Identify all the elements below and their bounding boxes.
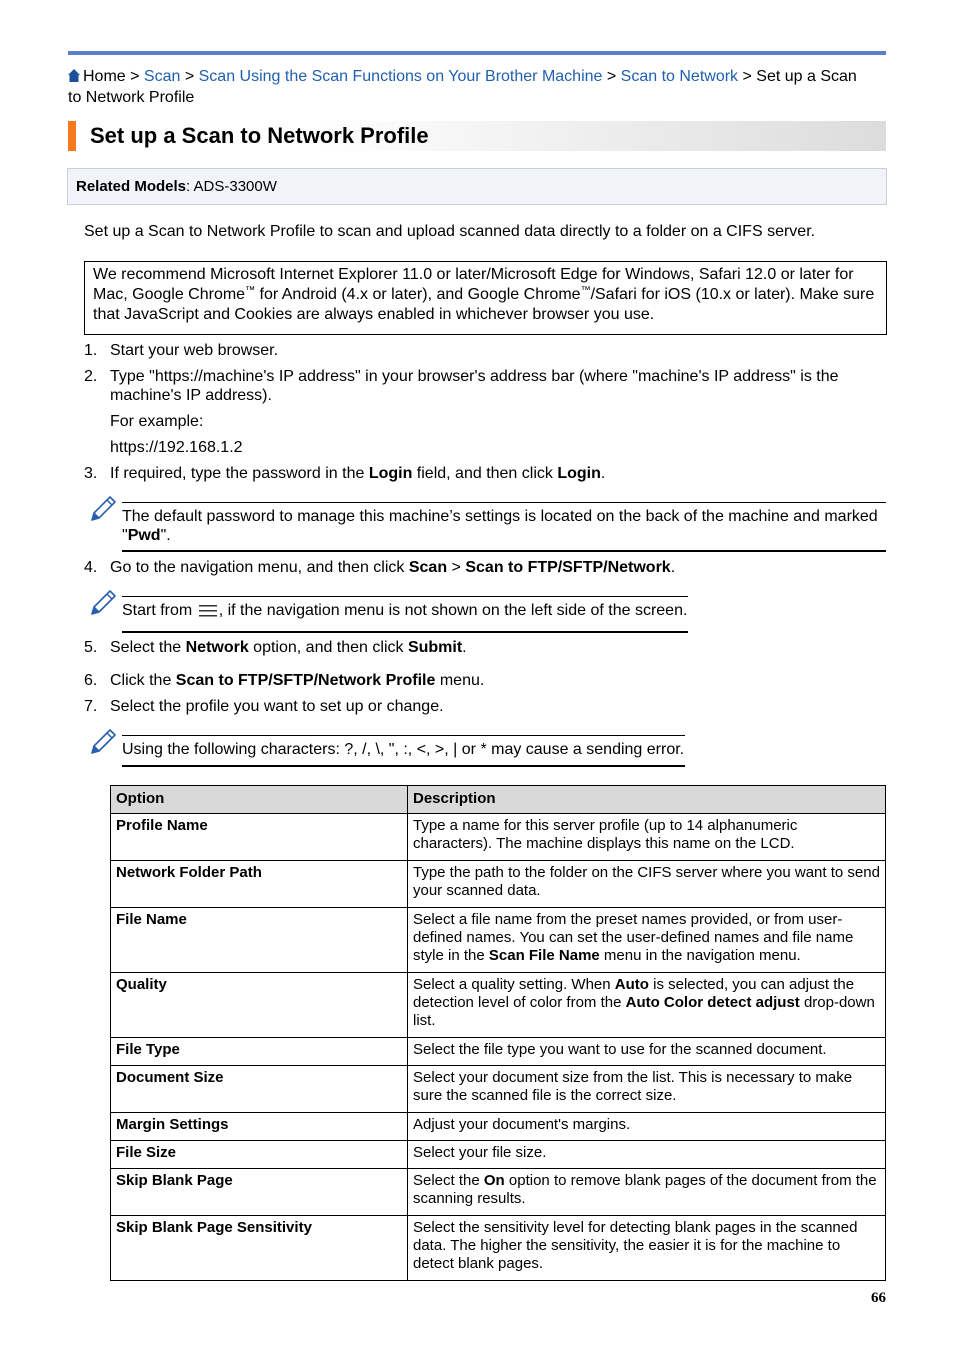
- description-cell: Select your file size.: [408, 1141, 886, 1169]
- option-cell: Quality: [111, 973, 408, 1038]
- intro-text: Set up a Scan to Network Profile to scan and upload scanned data directly to a folder on a CIFS server.: [84, 223, 816, 240]
- related-models: [67, 168, 887, 205]
- note-pencil-icon: [88, 727, 118, 761]
- option-cell: Skip Blank Page Sensitivity: [111, 1216, 408, 1281]
- example-url: https://192.168.1.2: [110, 439, 243, 456]
- breadcrumb: Home > Scan > Scan Using the Scan Functions on Your Brother Machine > Scan to Network > Set up a Scan to Network Profile: [68, 68, 857, 106]
- breadcrumb-current: Set up a Scan to Network Profile: [68, 68, 857, 106]
- trademark: ™: [245, 285, 256, 296]
- page-number: 66: [871, 1290, 886, 1306]
- title-banner: [68, 121, 886, 151]
- hamburger-menu-icon: [199, 604, 217, 623]
- related-models-value: : ADS-3300W: [186, 178, 277, 195]
- description-cell: Select the On option to remove blank pages of the document from the scanning results.: [408, 1169, 886, 1216]
- options-table: [110, 785, 886, 1281]
- option-cell: File Size: [111, 1141, 408, 1169]
- option-cell: File Type: [111, 1038, 408, 1066]
- browser-recommendation: We recommend Microsoft Internet Explorer 11.0 or later/Microsoft Edge for Windows, Safari 12.0 or later for Mac, Google Chrome™ for Android (4.x or later), and Google Chrome™/Safari for iOS (10.x or later). Make sure that JavaScript and Cookies are always enabled in whichever browser you use.: [84, 261, 887, 335]
- option-cell: Document Size: [111, 1066, 408, 1113]
- option-cell: File Name: [111, 908, 408, 973]
- trademark: ™: [580, 285, 591, 296]
- table-row: [111, 1038, 886, 1066]
- table-row: [111, 861, 886, 908]
- table-header-row: [111, 786, 886, 814]
- option-cell: Margin Settings: [111, 1113, 408, 1141]
- description-cell: Select the file type you want to use for the scanned document.: [408, 1038, 886, 1066]
- description-cell: Select a file name from the preset names provided, or from user-defined names. You can set the user-defined names and file name style in the Scan File Name menu in the navigation menu.: [408, 908, 886, 973]
- option-cell: Skip Blank Page: [111, 1169, 408, 1216]
- table-row: [111, 973, 886, 1038]
- description-cell: Type the path to the folder on the CIFS server where you want to send your scanned data.: [408, 861, 886, 908]
- table-row: [111, 1113, 886, 1141]
- description-cell: Adjust your document's margins.: [408, 1113, 886, 1141]
- note-pencil-icon: [88, 494, 118, 528]
- breadcrumb-link-scan-to-network[interactable]: Scan to Network: [620, 68, 739, 85]
- table-row: [111, 1216, 886, 1281]
- header-option: Option: [111, 786, 408, 814]
- breadcrumb-link-scan[interactable]: Scan: [143, 68, 181, 85]
- breadcrumb-link-scan-functions[interactable]: Scan Using the Scan Functions on Your Brother Machine: [198, 68, 603, 85]
- home-icon[interactable]: [68, 68, 80, 88]
- table-row: [111, 1169, 886, 1216]
- description-cell: Type a name for this server profile (up to 14 alphanumeric characters). The machine displays this name on the LCD.: [408, 814, 886, 861]
- table-row: [111, 814, 886, 861]
- top-rule: [68, 51, 886, 55]
- table-row: [111, 1141, 886, 1169]
- title-marker: [68, 121, 76, 151]
- description-cell: Select the sensitivity level for detecting blank pages in the scanned data. The higher the sensitivity, the easier it is for the machine to detect blank pages.: [408, 1216, 886, 1281]
- breadcrumb-home[interactable]: Home: [83, 68, 126, 85]
- table-row: [111, 1066, 886, 1113]
- description-cell: Select your document size from the list. This is necessary to make sure the scanned file is the correct size.: [408, 1066, 886, 1113]
- header-description: Description: [408, 786, 886, 814]
- related-models-label: Related Models: [76, 178, 187, 195]
- page-title: Set up a Scan to Network Profile: [90, 123, 429, 148]
- note-pencil-icon: [88, 588, 118, 622]
- option-cell: Profile Name: [111, 814, 408, 861]
- example-label: For example:: [110, 413, 204, 430]
- table-row: [111, 908, 886, 973]
- option-cell: Network Folder Path: [111, 861, 408, 908]
- description-cell: Select a quality setting. When Auto is selected, you can adjust the detection level of color from the Auto Color detect adjust drop-down list.: [408, 973, 886, 1038]
